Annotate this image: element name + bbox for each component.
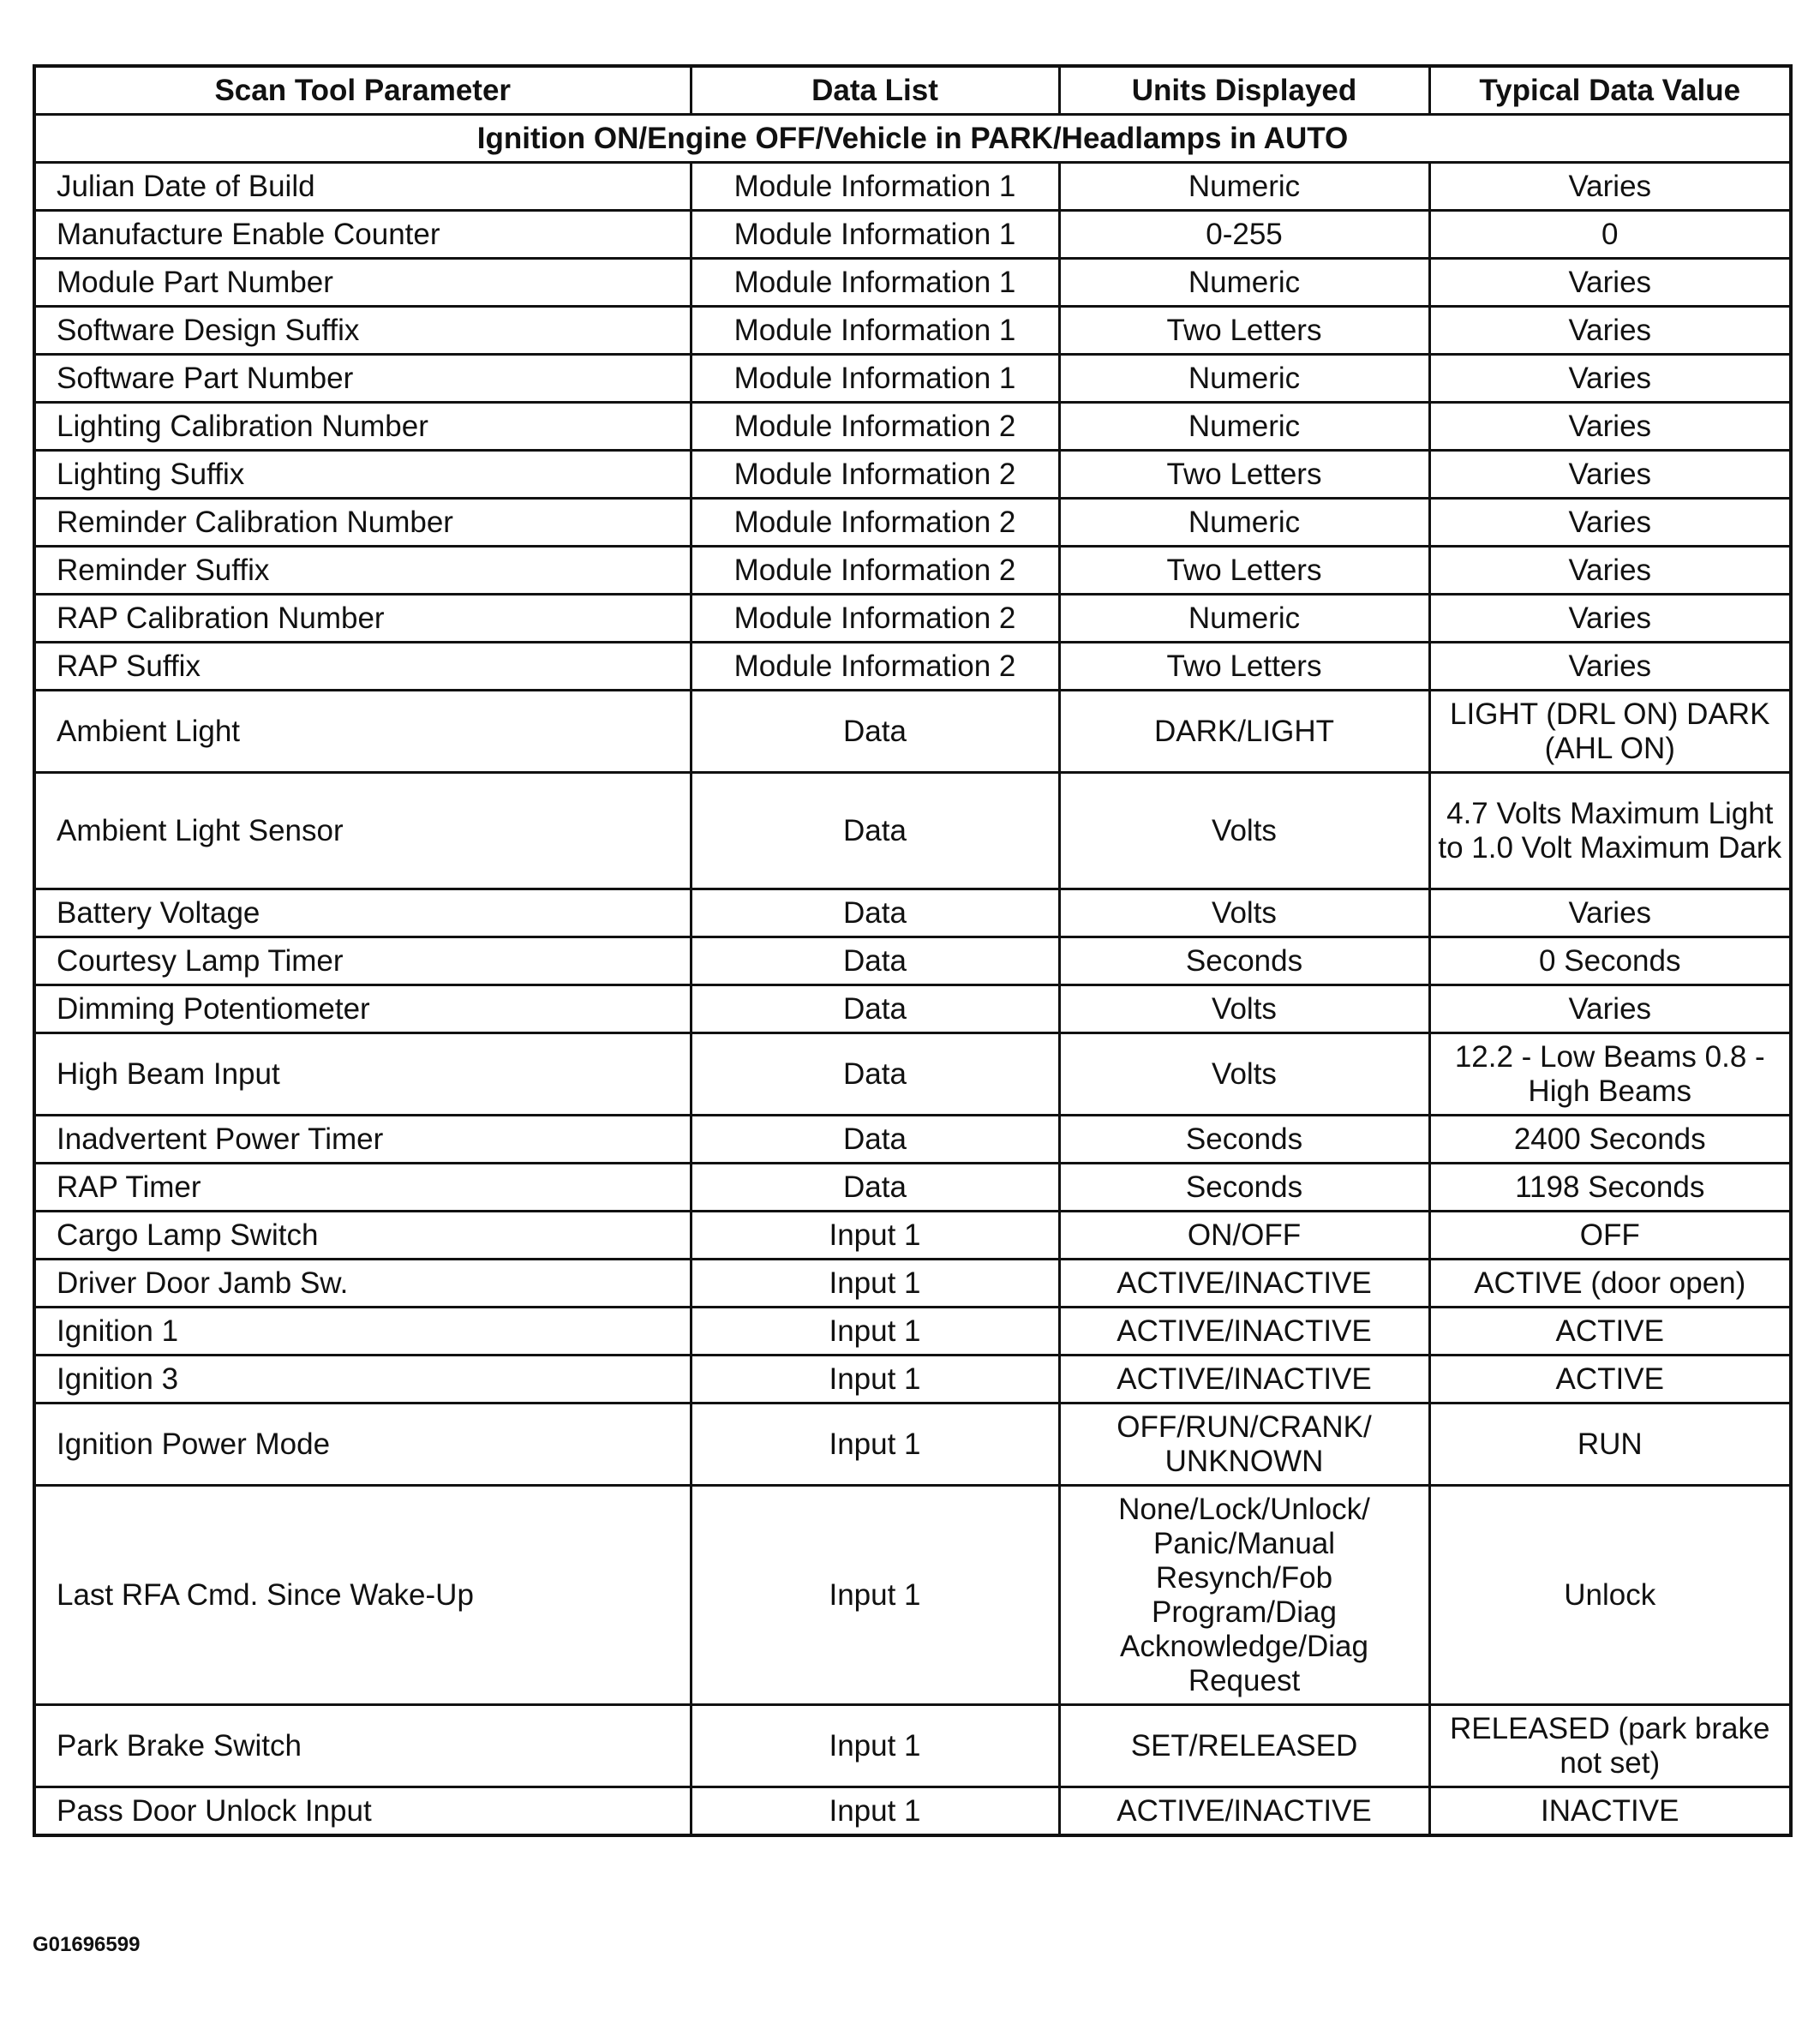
cell-units-displayed: Two Letters (1059, 643, 1429, 691)
cell-typical-data-value: Varies (1429, 595, 1791, 643)
table-row (34, 1308, 1791, 1356)
cell-scan-tool-parameter: Ignition 1 (34, 1308, 691, 1356)
cell-typical-data-value: 0 (1429, 211, 1791, 259)
cell-typical-data-value: Varies (1429, 451, 1791, 499)
cell-scan-tool-parameter: Ignition 3 (34, 1356, 691, 1404)
table-row (34, 773, 1791, 889)
cell-scan-tool-parameter: Reminder Calibration Number (34, 499, 691, 547)
cell-data-list: Input 1 (691, 1486, 1059, 1705)
cell-units-displayed: None/Lock/Unlock/ Panic/Manual Resynch/Fob Program/Diag Acknowledge/Diag Request (1059, 1486, 1429, 1705)
cell-data-list: Input 1 (691, 1308, 1059, 1356)
table-row (34, 259, 1791, 307)
cell-units-displayed: Seconds (1059, 1116, 1429, 1164)
cell-typical-data-value: RELEASED (park brake not set) (1429, 1705, 1791, 1787)
cell-units-displayed: ON/OFF (1059, 1212, 1429, 1260)
cell-typical-data-value: LIGHT (DRL ON) DARK (AHL ON) (1429, 691, 1791, 773)
cell-data-list: Data (691, 937, 1059, 985)
table-row (34, 937, 1791, 985)
cell-units-displayed: Volts (1059, 773, 1429, 889)
cell-typical-data-value: Varies (1429, 163, 1791, 211)
cell-typical-data-value: Varies (1429, 547, 1791, 595)
cell-units-displayed: Numeric (1059, 595, 1429, 643)
figure-id: G01696599 (33, 1933, 141, 1956)
table-row (34, 1033, 1791, 1116)
cell-typical-data-value: Unlock (1429, 1486, 1791, 1705)
cell-typical-data-value: Varies (1429, 889, 1791, 937)
cell-data-list: Module Information 1 (691, 163, 1059, 211)
cell-typical-data-value: 2400 Seconds (1429, 1116, 1791, 1164)
cell-data-list: Module Information 1 (691, 355, 1059, 403)
cell-data-list: Module Information 2 (691, 451, 1059, 499)
cell-data-list: Module Information 2 (691, 547, 1059, 595)
cell-scan-tool-parameter: Software Design Suffix (34, 307, 691, 355)
cell-typical-data-value: Varies (1429, 985, 1791, 1033)
cell-data-list: Module Information 2 (691, 595, 1059, 643)
table-row (34, 211, 1791, 259)
cell-typical-data-value: ACTIVE (1429, 1356, 1791, 1404)
table-row (34, 1356, 1791, 1404)
table-row (34, 1164, 1791, 1212)
table-row (34, 985, 1791, 1033)
cell-scan-tool-parameter: Ambient Light Sensor (34, 773, 691, 889)
scan-tool-data-table (33, 64, 1793, 1837)
cell-units-displayed: Seconds (1059, 937, 1429, 985)
cell-units-displayed: Numeric (1059, 403, 1429, 451)
cell-data-list: Input 1 (691, 1787, 1059, 1836)
cell-data-list: Input 1 (691, 1705, 1059, 1787)
cell-typical-data-value: ACTIVE (door open) (1429, 1260, 1791, 1308)
cell-scan-tool-parameter: RAP Suffix (34, 643, 691, 691)
cell-typical-data-value: Varies (1429, 355, 1791, 403)
cell-data-list: Module Information 2 (691, 643, 1059, 691)
cell-scan-tool-parameter: Ambient Light (34, 691, 691, 773)
cell-units-displayed: ACTIVE/INACTIVE (1059, 1787, 1429, 1836)
table-row (34, 1260, 1791, 1308)
cell-units-displayed: ACTIVE/INACTIVE (1059, 1260, 1429, 1308)
cell-data-list: Data (691, 889, 1059, 937)
table-row (34, 499, 1791, 547)
cell-scan-tool-parameter: Inadvertent Power Timer (34, 1116, 691, 1164)
cell-data-list: Input 1 (691, 1260, 1059, 1308)
cell-typical-data-value: RUN (1429, 1404, 1791, 1486)
section-row (34, 115, 1791, 163)
table-row (34, 1787, 1791, 1836)
cell-scan-tool-parameter: Software Part Number (34, 355, 691, 403)
cell-data-list: Module Information 2 (691, 499, 1059, 547)
cell-scan-tool-parameter: High Beam Input (34, 1033, 691, 1116)
table-row (34, 547, 1791, 595)
table-row (34, 1705, 1791, 1787)
cell-data-list: Module Information 2 (691, 403, 1059, 451)
cell-typical-data-value: Varies (1429, 403, 1791, 451)
cell-scan-tool-parameter: Dimming Potentiometer (34, 985, 691, 1033)
cell-scan-tool-parameter: Driver Door Jamb Sw. (34, 1260, 691, 1308)
cell-scan-tool-parameter: Lighting Calibration Number (34, 403, 691, 451)
cell-typical-data-value: 12.2 - Low Beams 0.8 - High Beams (1429, 1033, 1791, 1116)
cell-typical-data-value: Varies (1429, 643, 1791, 691)
cell-typical-data-value: Varies (1429, 499, 1791, 547)
table-row (34, 403, 1791, 451)
cell-units-displayed: Numeric (1059, 499, 1429, 547)
cell-units-displayed: Numeric (1059, 163, 1429, 211)
table-row (34, 451, 1791, 499)
cell-typical-data-value: OFF (1429, 1212, 1791, 1260)
table-row (34, 307, 1791, 355)
cell-typical-data-value: Varies (1429, 307, 1791, 355)
cell-units-displayed: Numeric (1059, 259, 1429, 307)
cell-typical-data-value: 1198 Seconds (1429, 1164, 1791, 1212)
table-row (34, 691, 1791, 773)
table-row (34, 355, 1791, 403)
cell-units-displayed: 0-255 (1059, 211, 1429, 259)
table-row (34, 1212, 1791, 1260)
cell-scan-tool-parameter: Park Brake Switch (34, 1705, 691, 1787)
cell-data-list: Data (691, 773, 1059, 889)
table-row (34, 1404, 1791, 1486)
header-row (34, 66, 1791, 115)
cell-scan-tool-parameter: Module Part Number (34, 259, 691, 307)
cell-scan-tool-parameter: Pass Door Unlock Input (34, 1787, 691, 1836)
cell-scan-tool-parameter: Lighting Suffix (34, 451, 691, 499)
cell-scan-tool-parameter: RAP Calibration Number (34, 595, 691, 643)
cell-data-list: Input 1 (691, 1356, 1059, 1404)
table-row (34, 163, 1791, 211)
cell-typical-data-value: 4.7 Volts Maximum Light to 1.0 Volt Maximum Dark (1429, 773, 1791, 889)
cell-scan-tool-parameter: RAP Timer (34, 1164, 691, 1212)
cell-data-list: Data (691, 1116, 1059, 1164)
table-row (34, 1116, 1791, 1164)
cell-scan-tool-parameter: Cargo Lamp Switch (34, 1212, 691, 1260)
header-typical-data-value: Typical Data Value (1429, 66, 1791, 115)
header-scan-tool-parameter: Scan Tool Parameter (34, 66, 691, 115)
cell-units-displayed: Volts (1059, 889, 1429, 937)
cell-typical-data-value: INACTIVE (1429, 1787, 1791, 1836)
cell-data-list: Input 1 (691, 1212, 1059, 1260)
cell-units-displayed: OFF/RUN/CRANK/ UNKNOWN (1059, 1404, 1429, 1486)
header-units-displayed: Units Displayed (1059, 66, 1429, 115)
cell-units-displayed: Volts (1059, 1033, 1429, 1116)
cell-data-list: Data (691, 1164, 1059, 1212)
cell-units-displayed: Two Letters (1059, 307, 1429, 355)
header-data-list: Data List (691, 66, 1059, 115)
cell-scan-tool-parameter: Reminder Suffix (34, 547, 691, 595)
section-title: Ignition ON/Engine OFF/Vehicle in PARK/Headlamps in AUTO (34, 115, 1791, 163)
cell-data-list: Input 1 (691, 1404, 1059, 1486)
cell-data-list: Module Information 1 (691, 211, 1059, 259)
table-row (34, 889, 1791, 937)
table-row (34, 1486, 1791, 1705)
cell-units-displayed: Seconds (1059, 1164, 1429, 1212)
cell-scan-tool-parameter: Ignition Power Mode (34, 1404, 691, 1486)
cell-units-displayed: ACTIVE/INACTIVE (1059, 1308, 1429, 1356)
cell-units-displayed: ACTIVE/INACTIVE (1059, 1356, 1429, 1404)
cell-data-list: Data (691, 985, 1059, 1033)
cell-typical-data-value: Varies (1429, 259, 1791, 307)
cell-scan-tool-parameter: Manufacture Enable Counter (34, 211, 691, 259)
cell-scan-tool-parameter: Julian Date of Build (34, 163, 691, 211)
cell-data-list: Data (691, 1033, 1059, 1116)
cell-typical-data-value: 0 Seconds (1429, 937, 1791, 985)
table-row (34, 595, 1791, 643)
cell-data-list: Module Information 1 (691, 307, 1059, 355)
cell-data-list: Data (691, 691, 1059, 773)
table-row (34, 643, 1791, 691)
cell-scan-tool-parameter: Courtesy Lamp Timer (34, 937, 691, 985)
cell-scan-tool-parameter: Battery Voltage (34, 889, 691, 937)
cell-typical-data-value: ACTIVE (1429, 1308, 1791, 1356)
cell-units-displayed: Volts (1059, 985, 1429, 1033)
cell-units-displayed: Numeric (1059, 355, 1429, 403)
cell-units-displayed: Two Letters (1059, 451, 1429, 499)
cell-scan-tool-parameter: Last RFA Cmd. Since Wake-Up (34, 1486, 691, 1705)
cell-units-displayed: SET/RELEASED (1059, 1705, 1429, 1787)
cell-data-list: Module Information 1 (691, 259, 1059, 307)
cell-units-displayed: Two Letters (1059, 547, 1429, 595)
cell-units-displayed: DARK/LIGHT (1059, 691, 1429, 773)
